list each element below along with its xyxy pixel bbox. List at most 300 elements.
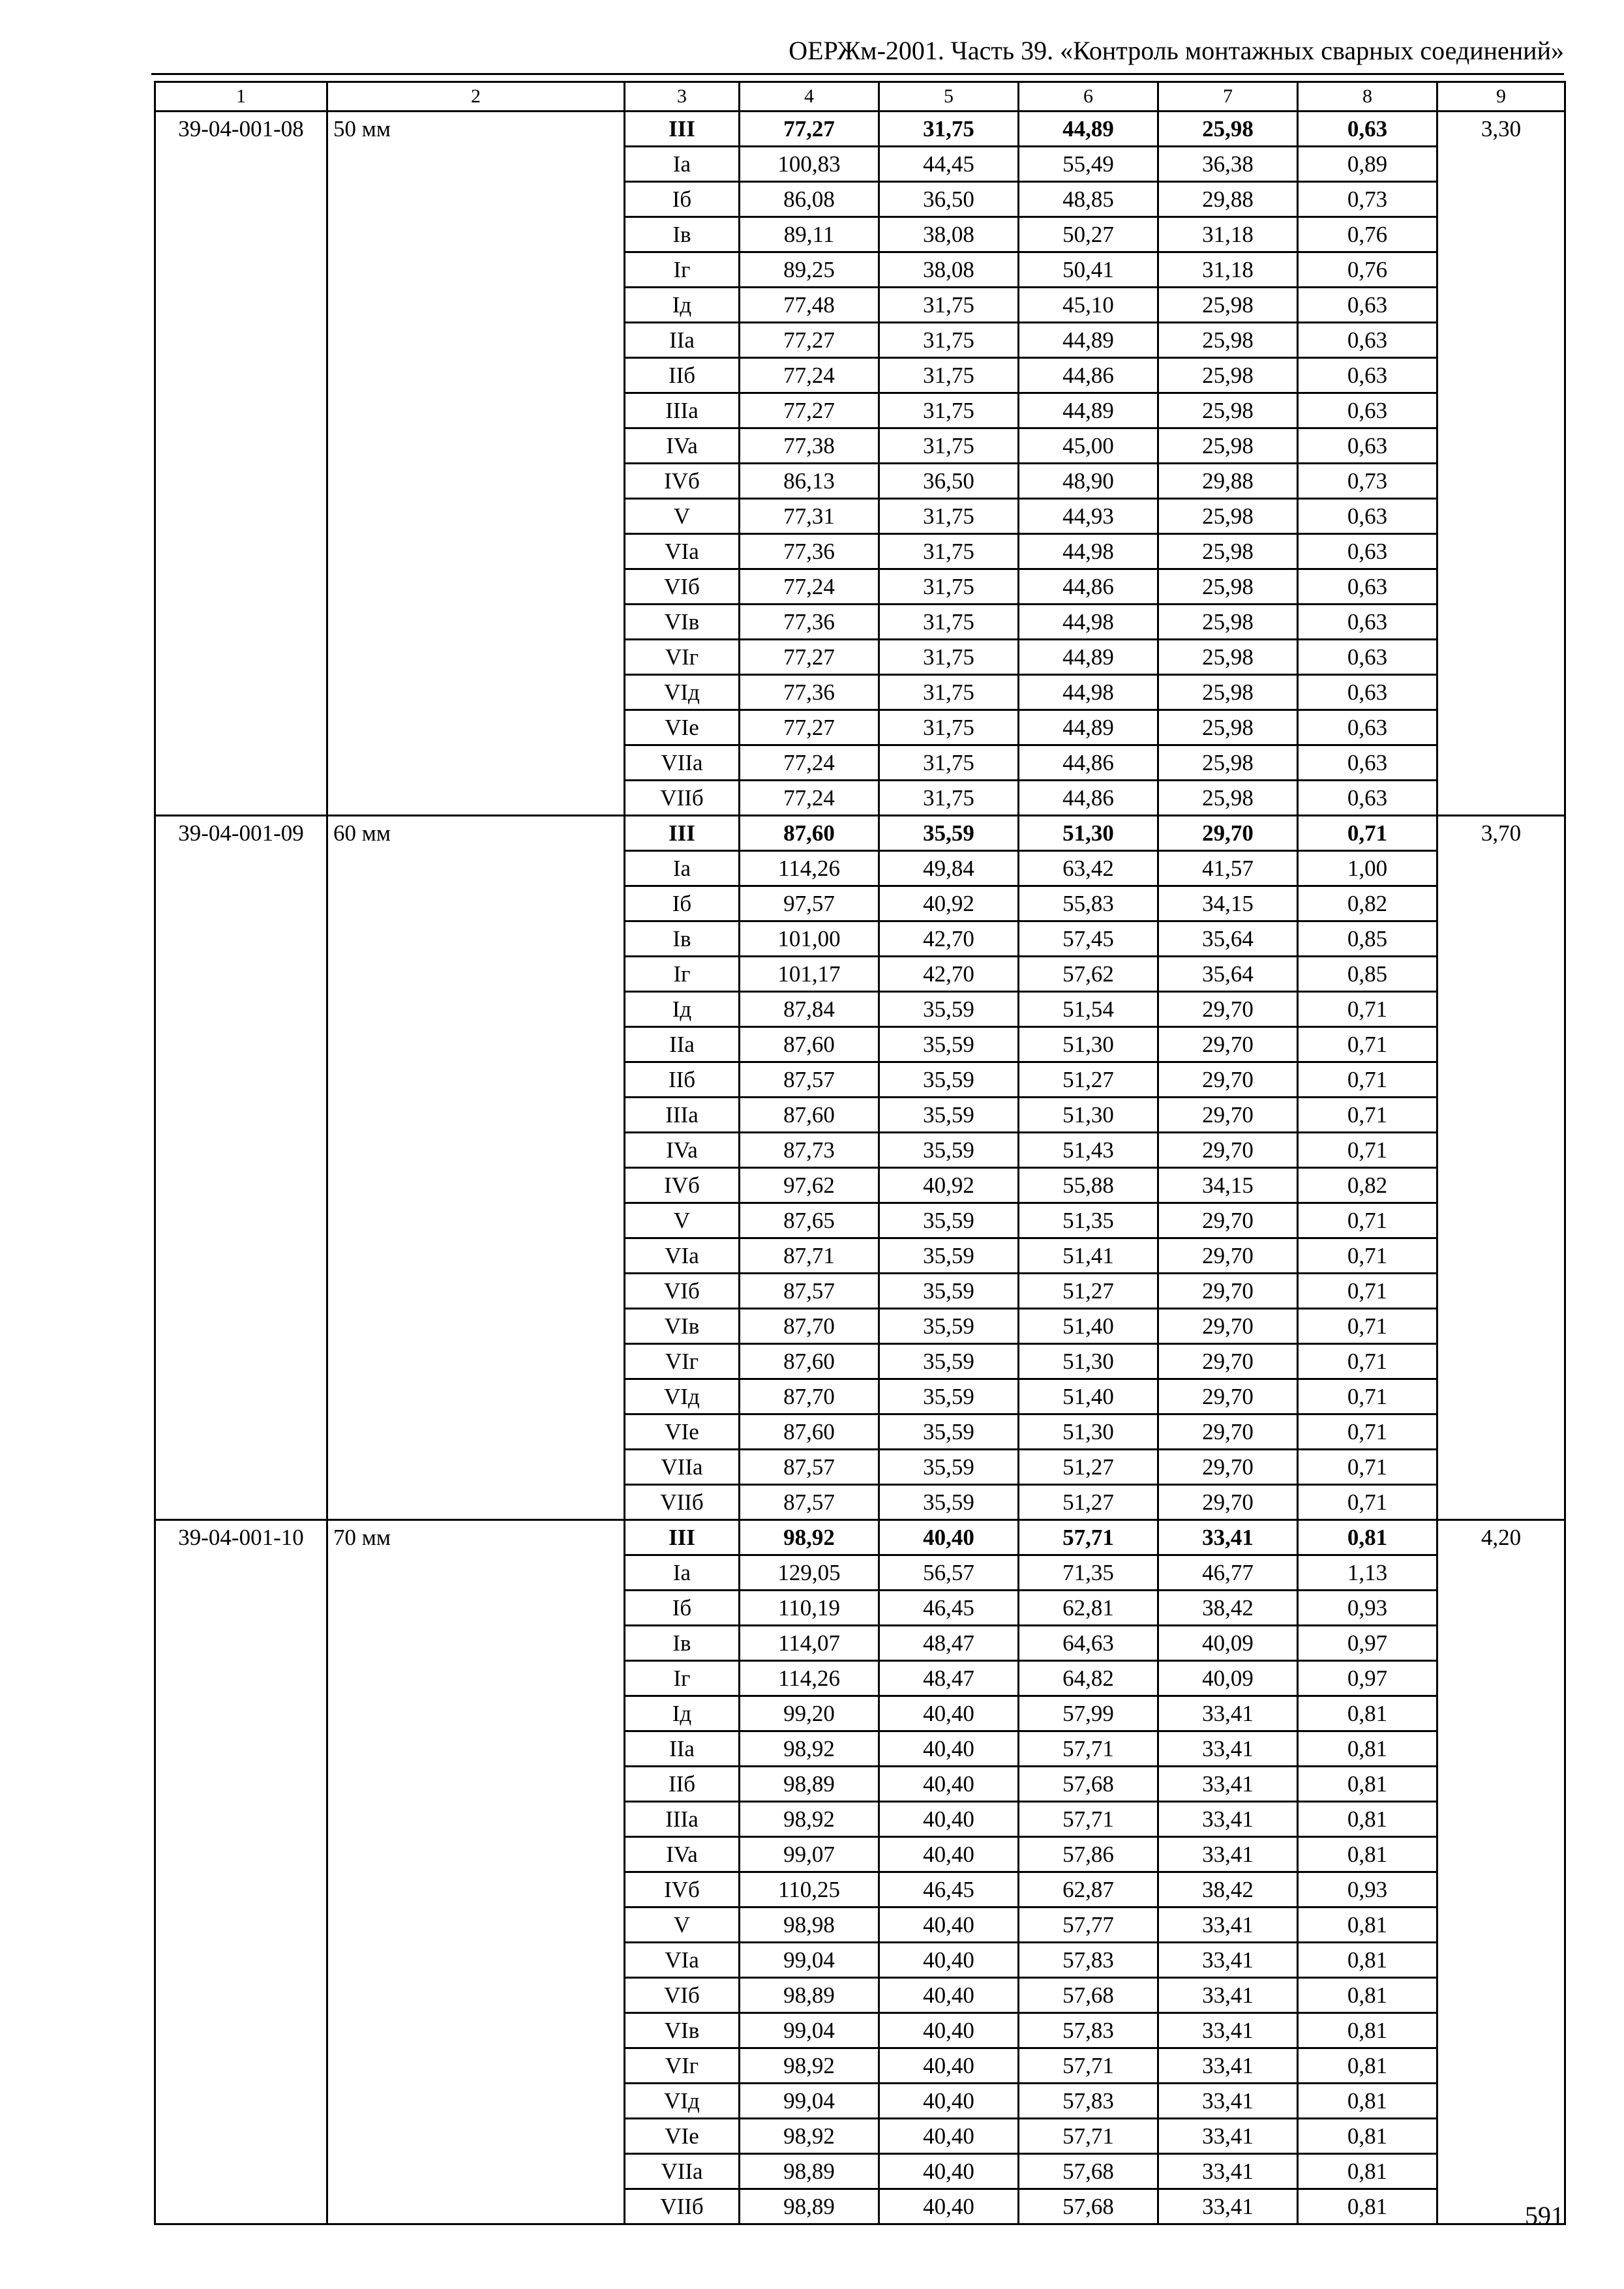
value-cell: 0,81: [1298, 2119, 1437, 2154]
value-cell: 50,41: [1019, 252, 1158, 288]
value-cell: 0,63: [1298, 745, 1437, 781]
category-cell: VIб: [625, 569, 740, 605]
column9-cell: 4,20: [1437, 1520, 1565, 2224]
category-cell: VIг: [625, 640, 740, 675]
value-cell: 29,70: [1158, 1485, 1298, 1520]
value-cell: 33,41: [1158, 1520, 1298, 1555]
value-cell: 40,92: [879, 1168, 1019, 1203]
value-cell: 77,27: [740, 640, 879, 675]
value-cell: 44,93: [1019, 499, 1158, 534]
value-cell: 0,71: [1298, 1133, 1437, 1168]
value-cell: 29,70: [1158, 1309, 1298, 1344]
category-cell: Iб: [625, 182, 740, 217]
category-cell: VIIб: [625, 2189, 740, 2224]
category-cell: Iг: [625, 252, 740, 288]
category-cell: IIIa: [625, 393, 740, 428]
value-cell: 31,75: [879, 640, 1019, 675]
value-cell: 98,92: [740, 2119, 879, 2154]
price-table: [154, 81, 1566, 2225]
value-cell: 0,63: [1298, 393, 1437, 428]
value-cell: 35,59: [879, 1344, 1019, 1379]
value-cell: 89,25: [740, 252, 879, 288]
value-cell: 45,00: [1019, 428, 1158, 464]
category-cell: VIe: [625, 2119, 740, 2154]
value-cell: 51,27: [1019, 1485, 1158, 1520]
value-cell: 87,70: [740, 1309, 879, 1344]
value-cell: 77,24: [740, 745, 879, 781]
value-cell: 38,08: [879, 217, 1019, 252]
value-cell: 87,60: [740, 1027, 879, 1062]
category-cell: VIa: [625, 534, 740, 569]
value-cell: 44,98: [1019, 675, 1158, 710]
value-cell: 33,41: [1158, 1731, 1298, 1767]
value-cell: 45,10: [1019, 288, 1158, 323]
value-cell: 77,27: [740, 710, 879, 745]
value-cell: 35,59: [879, 1485, 1019, 1520]
category-cell: V: [625, 1908, 740, 1943]
category-cell: Ia: [625, 851, 740, 886]
value-cell: 55,88: [1019, 1168, 1158, 1203]
value-cell: 40,40: [879, 2189, 1019, 2224]
category-cell: III: [625, 112, 740, 147]
table-row: [155, 112, 1565, 147]
value-cell: 33,41: [1158, 2119, 1298, 2154]
category-cell: IIIa: [625, 1098, 740, 1133]
value-cell: 29,70: [1158, 1098, 1298, 1133]
value-cell: 99,04: [740, 2084, 879, 2119]
value-cell: 86,13: [740, 464, 879, 499]
value-cell: 0,97: [1298, 1626, 1437, 1661]
value-cell: 40,40: [879, 2154, 1019, 2189]
value-cell: 35,59: [879, 1203, 1019, 1238]
category-cell: VIб: [625, 1978, 740, 2013]
value-cell: 40,40: [879, 2013, 1019, 2048]
value-cell: 100,83: [740, 147, 879, 182]
value-cell: 99,04: [740, 1943, 879, 1978]
value-cell: 33,41: [1158, 2048, 1298, 2084]
category-cell: III: [625, 816, 740, 851]
value-cell: 57,77: [1019, 1908, 1158, 1943]
value-cell: 51,30: [1019, 1027, 1158, 1062]
value-cell: 51,30: [1019, 1414, 1158, 1450]
value-cell: 29,70: [1158, 1238, 1298, 1274]
value-cell: 87,84: [740, 992, 879, 1027]
category-cell: Ia: [625, 1555, 740, 1591]
value-cell: 98,92: [740, 2048, 879, 2084]
value-cell: 0,63: [1298, 499, 1437, 534]
category-cell: VIв: [625, 2013, 740, 2048]
value-cell: 87,60: [740, 1098, 879, 1133]
value-cell: 38,08: [879, 252, 1019, 288]
value-cell: 86,08: [740, 182, 879, 217]
value-cell: 99,07: [740, 1837, 879, 1872]
value-cell: 0,63: [1298, 323, 1437, 358]
value-cell: 87,60: [740, 1344, 879, 1379]
value-cell: 25,98: [1158, 288, 1298, 323]
value-cell: 57,68: [1019, 2154, 1158, 2189]
value-cell: 114,26: [740, 851, 879, 886]
value-cell: 87,60: [740, 1414, 879, 1450]
value-cell: 0,63: [1298, 605, 1437, 640]
value-cell: 31,75: [879, 499, 1019, 534]
value-cell: 34,15: [1158, 1168, 1298, 1203]
value-cell: 0,81: [1298, 2189, 1437, 2224]
value-cell: 0,89: [1298, 147, 1437, 182]
value-cell: 98,92: [740, 1520, 879, 1555]
rate-code-cell: 39-04-001-09: [155, 816, 327, 1520]
value-cell: 51,30: [1019, 1098, 1158, 1133]
rate-code-cell: 39-04-001-10: [155, 1520, 327, 2224]
value-cell: 0,73: [1298, 464, 1437, 499]
value-cell: 0,85: [1298, 957, 1437, 992]
category-cell: IVa: [625, 428, 740, 464]
value-cell: 33,41: [1158, 1978, 1298, 2013]
category-cell: VIIa: [625, 1450, 740, 1485]
value-cell: 77,24: [740, 569, 879, 605]
value-cell: 51,30: [1019, 816, 1158, 851]
value-cell: 44,86: [1019, 745, 1158, 781]
value-cell: 31,75: [879, 745, 1019, 781]
value-cell: 48,85: [1019, 182, 1158, 217]
value-cell: 55,83: [1019, 886, 1158, 921]
value-cell: 29,70: [1158, 992, 1298, 1027]
value-cell: 0,81: [1298, 1978, 1437, 2013]
value-cell: 101,17: [740, 957, 879, 992]
column-header: 4: [740, 82, 879, 112]
value-cell: 44,89: [1019, 323, 1158, 358]
value-cell: 0,81: [1298, 2084, 1437, 2119]
value-cell: 35,59: [879, 1379, 1019, 1414]
value-cell: 33,41: [1158, 1837, 1298, 1872]
category-cell: IVa: [625, 1133, 740, 1168]
category-cell: VIa: [625, 1238, 740, 1274]
value-cell: 0,71: [1298, 1203, 1437, 1238]
value-cell: 38,42: [1158, 1872, 1298, 1908]
value-cell: 0,81: [1298, 1908, 1437, 1943]
value-cell: 0,97: [1298, 1661, 1437, 1696]
value-cell: 114,07: [740, 1626, 879, 1661]
value-cell: 35,64: [1158, 921, 1298, 957]
value-cell: 33,41: [1158, 2189, 1298, 2224]
value-cell: 31,75: [879, 323, 1019, 358]
value-cell: 29,88: [1158, 182, 1298, 217]
value-cell: 0,81: [1298, 2154, 1437, 2189]
value-cell: 42,70: [879, 957, 1019, 992]
value-cell: 51,40: [1019, 1379, 1158, 1414]
value-cell: 57,99: [1019, 1696, 1158, 1731]
value-cell: 98,89: [740, 2189, 879, 2224]
value-cell: 62,81: [1019, 1591, 1158, 1626]
value-cell: 31,75: [879, 288, 1019, 323]
rate-code-cell: 39-04-001-08: [155, 112, 327, 816]
value-cell: 129,05: [740, 1555, 879, 1591]
value-cell: 87,57: [740, 1062, 879, 1098]
value-cell: 0,63: [1298, 358, 1437, 393]
value-cell: 57,71: [1019, 1520, 1158, 1555]
category-cell: IVб: [625, 1168, 740, 1203]
value-cell: 25,98: [1158, 569, 1298, 605]
category-cell: VIг: [625, 1344, 740, 1379]
value-cell: 57,86: [1019, 1837, 1158, 1872]
value-cell: 31,75: [879, 393, 1019, 428]
value-cell: 51,27: [1019, 1450, 1158, 1485]
value-cell: 25,98: [1158, 605, 1298, 640]
value-cell: 40,09: [1158, 1661, 1298, 1696]
value-cell: 40,09: [1158, 1626, 1298, 1661]
value-cell: 40,40: [879, 1837, 1019, 1872]
value-cell: 42,70: [879, 921, 1019, 957]
category-cell: VIIб: [625, 781, 740, 816]
value-cell: 35,59: [879, 1133, 1019, 1168]
document-title: ОЕРЖм-2001. Часть 39. «Контроль монтажных сварных соединений»: [789, 36, 1564, 65]
category-cell: VIв: [625, 605, 740, 640]
value-cell: 35,59: [879, 992, 1019, 1027]
value-cell: 0,82: [1298, 1168, 1437, 1203]
value-cell: 40,92: [879, 886, 1019, 921]
value-cell: 29,70: [1158, 816, 1298, 851]
value-cell: 64,82: [1019, 1661, 1158, 1696]
value-cell: 25,98: [1158, 358, 1298, 393]
value-cell: 71,35: [1019, 1555, 1158, 1591]
value-cell: 0,71: [1298, 1027, 1437, 1062]
category-cell: VIд: [625, 675, 740, 710]
value-cell: 29,70: [1158, 1414, 1298, 1450]
value-cell: 1,13: [1298, 1555, 1437, 1591]
value-cell: 0,81: [1298, 2013, 1437, 2048]
value-cell: 40,40: [879, 2084, 1019, 2119]
value-cell: 44,86: [1019, 781, 1158, 816]
value-cell: 57,83: [1019, 2013, 1158, 2048]
value-cell: 87,57: [740, 1274, 879, 1309]
value-cell: 40,40: [879, 1731, 1019, 1767]
value-cell: 31,18: [1158, 217, 1298, 252]
header-divider: [151, 73, 1564, 75]
value-cell: 40,40: [879, 1696, 1019, 1731]
value-cell: 29,70: [1158, 1450, 1298, 1485]
value-cell: 51,43: [1019, 1133, 1158, 1168]
value-cell: 31,75: [879, 569, 1019, 605]
value-cell: 0,76: [1298, 252, 1437, 288]
category-cell: IIIa: [625, 1802, 740, 1837]
value-cell: 25,98: [1158, 710, 1298, 745]
value-cell: 0,81: [1298, 1837, 1437, 1872]
value-cell: 35,59: [879, 1027, 1019, 1062]
value-cell: 77,36: [740, 534, 879, 569]
size-cell: 60 мм: [327, 816, 625, 1520]
value-cell: 25,98: [1158, 640, 1298, 675]
value-cell: 29,70: [1158, 1027, 1298, 1062]
category-cell: Iд: [625, 288, 740, 323]
value-cell: 0,85: [1298, 921, 1437, 957]
value-cell: 44,45: [879, 147, 1019, 182]
value-cell: 51,27: [1019, 1062, 1158, 1098]
value-cell: 77,24: [740, 358, 879, 393]
category-cell: IIa: [625, 323, 740, 358]
category-cell: VIб: [625, 1274, 740, 1309]
value-cell: 77,36: [740, 605, 879, 640]
value-cell: 99,04: [740, 2013, 879, 2048]
value-cell: 25,98: [1158, 428, 1298, 464]
category-cell: Iд: [625, 1696, 740, 1731]
category-cell: IVб: [625, 1872, 740, 1908]
value-cell: 0,71: [1298, 816, 1437, 851]
value-cell: 98,89: [740, 1767, 879, 1802]
column-header: 7: [1158, 82, 1298, 112]
value-cell: 51,30: [1019, 1344, 1158, 1379]
category-cell: Iб: [625, 1591, 740, 1626]
value-cell: 77,48: [740, 288, 879, 323]
value-cell: 40,40: [879, 2119, 1019, 2154]
category-cell: Iв: [625, 1626, 740, 1661]
value-cell: 56,57: [879, 1555, 1019, 1591]
value-cell: 31,75: [879, 605, 1019, 640]
column-header: 2: [327, 82, 625, 112]
value-cell: 0,71: [1298, 1309, 1437, 1344]
value-cell: 36,50: [879, 182, 1019, 217]
value-cell: 36,38: [1158, 147, 1298, 182]
value-cell: 99,20: [740, 1696, 879, 1731]
value-cell: 31,75: [879, 534, 1019, 569]
value-cell: 0,71: [1298, 1414, 1437, 1450]
value-cell: 36,50: [879, 464, 1019, 499]
value-cell: 0,81: [1298, 2048, 1437, 2084]
value-cell: 0,63: [1298, 112, 1437, 147]
value-cell: 0,63: [1298, 569, 1437, 605]
value-cell: 57,68: [1019, 1978, 1158, 2013]
value-cell: 0,71: [1298, 1450, 1437, 1485]
value-cell: 0,81: [1298, 1802, 1437, 1837]
value-cell: 44,98: [1019, 605, 1158, 640]
value-cell: 25,98: [1158, 675, 1298, 710]
value-cell: 87,60: [740, 816, 879, 851]
value-cell: 98,89: [740, 1978, 879, 2013]
value-cell: 31,75: [879, 710, 1019, 745]
value-cell: 77,31: [740, 499, 879, 534]
value-cell: 35,59: [879, 1274, 1019, 1309]
value-cell: 48,90: [1019, 464, 1158, 499]
value-cell: 77,36: [740, 675, 879, 710]
value-cell: 0,76: [1298, 217, 1437, 252]
category-cell: IVa: [625, 1837, 740, 1872]
page-number: 591: [1525, 2201, 1564, 2230]
value-cell: 87,57: [740, 1485, 879, 1520]
value-cell: 57,68: [1019, 1767, 1158, 1802]
value-cell: 44,98: [1019, 534, 1158, 569]
value-cell: 50,27: [1019, 217, 1158, 252]
value-cell: 48,47: [879, 1661, 1019, 1696]
value-cell: 33,41: [1158, 1696, 1298, 1731]
value-cell: 40,40: [879, 1520, 1019, 1555]
value-cell: 57,68: [1019, 2189, 1158, 2224]
value-cell: 0,63: [1298, 288, 1437, 323]
value-cell: 35,64: [1158, 957, 1298, 992]
category-cell: Iв: [625, 921, 740, 957]
value-cell: 77,27: [740, 393, 879, 428]
value-cell: 110,19: [740, 1591, 879, 1626]
value-cell: 35,59: [879, 816, 1019, 851]
category-cell: Iб: [625, 886, 740, 921]
category-cell: IIб: [625, 1767, 740, 1802]
value-cell: 87,65: [740, 1203, 879, 1238]
value-cell: 0,63: [1298, 534, 1437, 569]
category-cell: III: [625, 1520, 740, 1555]
value-cell: 49,84: [879, 851, 1019, 886]
value-cell: 31,75: [879, 358, 1019, 393]
category-cell: VIд: [625, 2084, 740, 2119]
value-cell: 40,40: [879, 2048, 1019, 2084]
value-cell: 33,41: [1158, 1767, 1298, 1802]
value-cell: 33,41: [1158, 1908, 1298, 1943]
value-cell: 0,81: [1298, 1520, 1437, 1555]
category-cell: VIIa: [625, 745, 740, 781]
value-cell: 31,75: [879, 675, 1019, 710]
value-cell: 77,38: [740, 428, 879, 464]
value-cell: 31,75: [879, 428, 1019, 464]
value-cell: 51,27: [1019, 1274, 1158, 1309]
value-cell: 41,57: [1158, 851, 1298, 886]
value-cell: 0,81: [1298, 1696, 1437, 1731]
value-cell: 87,73: [740, 1133, 879, 1168]
value-cell: 57,71: [1019, 2119, 1158, 2154]
value-cell: 57,71: [1019, 1802, 1158, 1837]
value-cell: 51,54: [1019, 992, 1158, 1027]
value-cell: 77,27: [740, 323, 879, 358]
value-cell: 1,00: [1298, 851, 1437, 886]
value-cell: 57,83: [1019, 2084, 1158, 2119]
column-header: 3: [625, 82, 740, 112]
value-cell: 25,98: [1158, 745, 1298, 781]
value-cell: 87,71: [740, 1238, 879, 1274]
category-cell: VIe: [625, 710, 740, 745]
value-cell: 0,71: [1298, 1344, 1437, 1379]
value-cell: 0,81: [1298, 1767, 1437, 1802]
size-cell: 50 мм: [327, 112, 625, 816]
value-cell: 35,59: [879, 1098, 1019, 1133]
category-cell: VIe: [625, 1414, 740, 1450]
value-cell: 0,63: [1298, 781, 1437, 816]
category-cell: Iв: [625, 217, 740, 252]
value-cell: 101,00: [740, 921, 879, 957]
value-cell: 38,42: [1158, 1591, 1298, 1626]
value-cell: 62,87: [1019, 1872, 1158, 1908]
value-cell: 40,40: [879, 1943, 1019, 1978]
value-cell: 25,98: [1158, 499, 1298, 534]
category-cell: Iг: [625, 1661, 740, 1696]
value-cell: 25,98: [1158, 323, 1298, 358]
value-cell: 25,98: [1158, 781, 1298, 816]
category-cell: IVб: [625, 464, 740, 499]
value-cell: 34,15: [1158, 886, 1298, 921]
table-row: [155, 1520, 1565, 1555]
value-cell: 46,45: [879, 1591, 1019, 1626]
value-cell: 98,98: [740, 1908, 879, 1943]
category-cell: Ia: [625, 147, 740, 182]
value-cell: 35,59: [879, 1062, 1019, 1098]
value-cell: 46,77: [1158, 1555, 1298, 1591]
value-cell: 44,89: [1019, 640, 1158, 675]
value-cell: 46,45: [879, 1872, 1019, 1908]
value-cell: 51,41: [1019, 1238, 1158, 1274]
value-cell: 98,89: [740, 2154, 879, 2189]
value-cell: 40,40: [879, 1802, 1019, 1837]
value-cell: 0,63: [1298, 428, 1437, 464]
category-cell: VIд: [625, 1379, 740, 1414]
value-cell: 44,86: [1019, 569, 1158, 605]
value-cell: 33,41: [1158, 1802, 1298, 1837]
value-cell: 40,40: [879, 1908, 1019, 1943]
value-cell: 35,59: [879, 1238, 1019, 1274]
value-cell: 31,75: [879, 112, 1019, 147]
